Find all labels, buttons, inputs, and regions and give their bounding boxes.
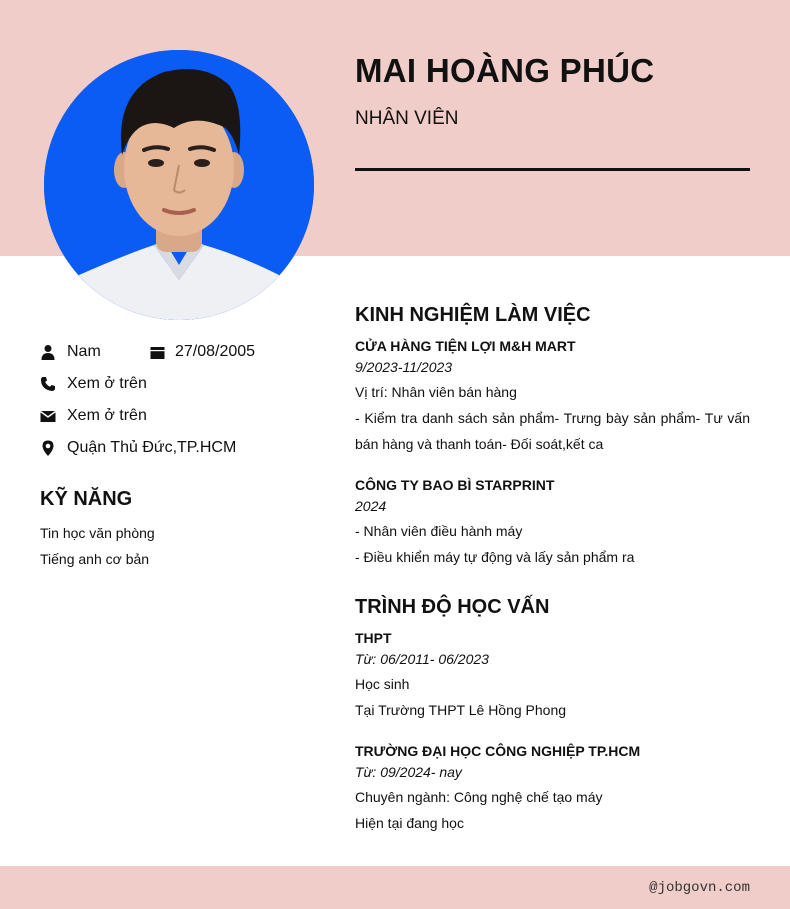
skills-list — [40, 520, 155, 572]
gender-value: Nam — [67, 343, 101, 360]
entry-line: Học sinh — [355, 676, 410, 692]
avatar-portrait — [44, 50, 314, 320]
education-entry — [355, 630, 750, 723]
address-value: Quận Thủ Đức,TP.HCM — [67, 439, 237, 456]
education-heading: TRÌNH ĐỘ HỌC VẤN — [355, 596, 550, 618]
skill-item: Tin học văn phòng — [40, 525, 155, 541]
phone-row — [40, 375, 147, 393]
email-row — [40, 407, 147, 425]
dob-value: 27/08/2005 — [175, 343, 256, 360]
watermark: @jobgovn.com — [649, 880, 750, 896]
school-name: THPT — [355, 630, 392, 646]
entry-line: Tại Trường THPT Lê Hồng Phong — [355, 702, 567, 718]
gender-row — [40, 343, 101, 361]
school-name: TRƯỜNG ĐẠI HỌC CÔNG NGHIỆP TP.HCM — [355, 743, 641, 759]
full-name: MAI HOÀNG PHÚC — [355, 52, 655, 89]
address-row — [40, 439, 236, 457]
phone-icon — [40, 376, 56, 392]
entry-date: 9/2023-11/2023 — [355, 359, 453, 375]
dob-row — [150, 343, 255, 361]
entry-line: Chuyên ngành: Công nghệ chế tạo máy — [355, 789, 603, 805]
header-divider — [355, 168, 750, 171]
entry-line: Vị trí: Nhân viên bán hàng — [355, 384, 517, 400]
education-entry — [355, 743, 750, 836]
avatar — [44, 50, 314, 320]
person-icon — [40, 344, 56, 360]
entry-line: - Nhân viên điều hành máy — [355, 523, 523, 539]
skill-item: Tiếng anh cơ bản — [40, 551, 150, 567]
experience-heading: KINH NGHIỆM LÀM VIỆC — [355, 304, 591, 326]
entry-date: 2024 — [355, 498, 387, 514]
entry-line: Hiện tại đang học — [355, 815, 464, 831]
entry-date: Từ: 09/2024- nay — [355, 764, 462, 780]
email-value: Xem ở trên — [67, 407, 147, 424]
company-name: CỬA HÀNG TIỆN LỢI M&H MART — [355, 338, 576, 354]
job-title: NHÂN VIÊN — [355, 108, 459, 129]
experience-entry — [355, 338, 750, 457]
skills-heading: KỸ NĂNG — [40, 488, 133, 510]
location-pin-icon — [40, 440, 56, 456]
company-name: CÔNG TY BAO BÌ STARPRINT — [355, 477, 555, 493]
entry-line: - Kiểm tra danh sách sản phẩm- Trưng bày sản phẩm- Tư vấn bán hàng và thanh toán- Đối soát,kết ca — [355, 410, 750, 452]
calendar-icon — [150, 345, 165, 360]
experience-entry — [355, 477, 750, 570]
entry-date: Từ: 06/2011- 06/2023 — [355, 651, 489, 667]
phone-value: Xem ở trên — [67, 375, 147, 392]
entry-line: - Điều khiển máy tự động và lấy sản phẩm ra — [355, 549, 635, 565]
mail-icon — [40, 408, 56, 424]
